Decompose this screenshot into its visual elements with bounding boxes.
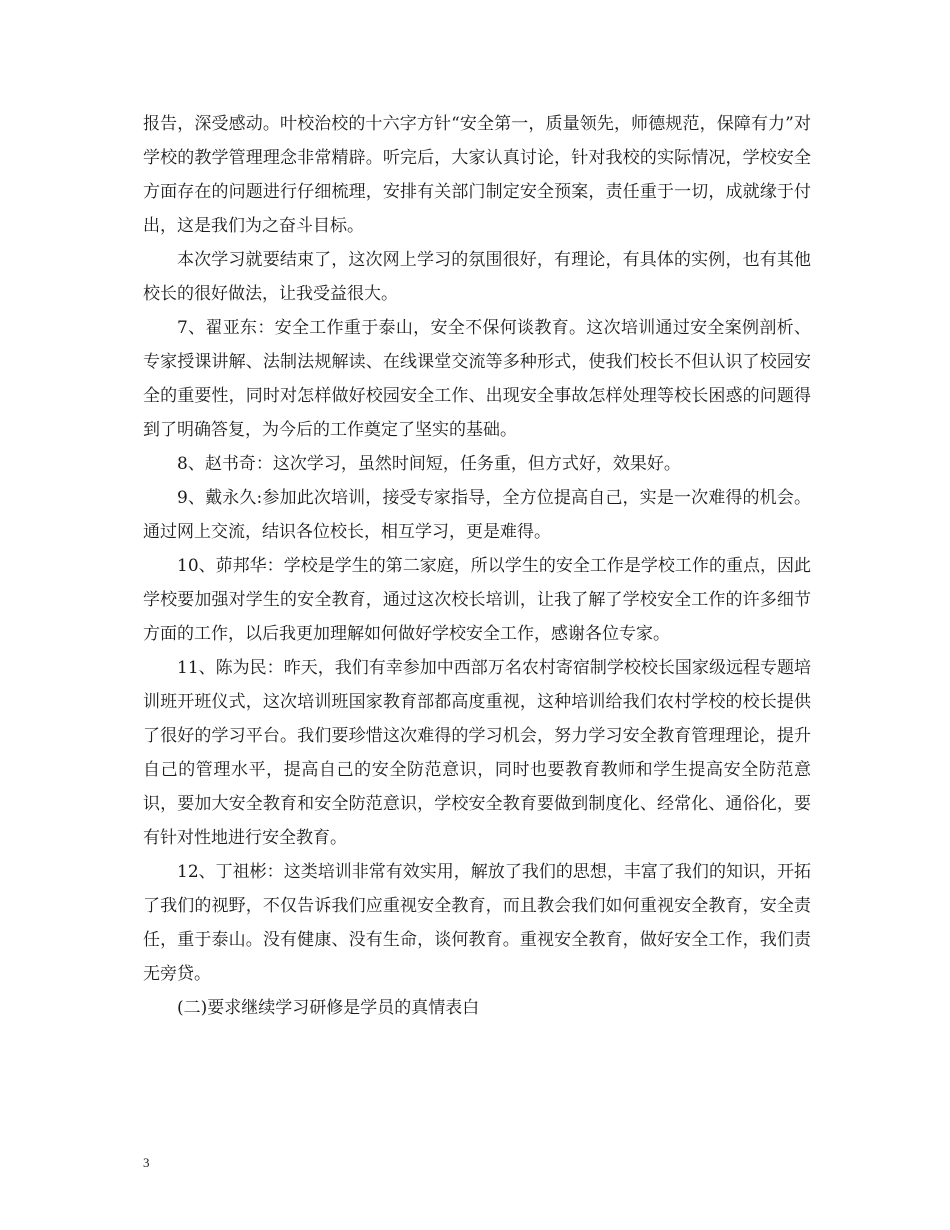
paragraph-continuation: 报告，深受感动。叶校治校的十六字方针“安全第一，质量领先，师德规范，保障有力”对学校的教学管理理念非常精辟。听完后，大家认真讨论，针对我校的实际情况，学校安全方面存在的问题进行仔细梳理，安排有关部门制定安全预案，责任重于一切，成就缘于付出，这是我们为之奋斗目标。	[143, 114, 811, 236]
paragraph-item-10: 10、茆邦华：学校是学生的第二家庭，所以学生的安全工作是学校工作的重点，因此学校要加强对学生的安全教育，通过这次校长培训，让我了解了学校安全工作的许多细节方面的工作，以后我更加理解如何做好学校安全工作，感谢各位专家。	[143, 556, 811, 644]
paragraph-item-12: 12、丁祖彬：这类培训非常有效实用，解放了我们的思想，丰富了我们的知识，开拓了我们的视野，不仅告诉我们应重视安全教育，而且教会我们如何重视安全教育，安全责任，重于泰山。没有健康、没有生命，谈何教育。重视安全教育，做好安全工作，我们责无旁贷。	[143, 862, 811, 984]
paragraph-item-9: 9、戴永久:参加此次培训，接受专家指导，全方位提高自己，实是一次难得的机会。通过网上交流，结识各位校长，相互学习，更是难得。	[143, 488, 811, 542]
paragraph-learning-summary: 本次学习就要结束了，这次网上学习的氛围很好，有理论，有具体的实例，也有其他校长的很好做法，让我受益很大。	[143, 250, 811, 304]
paragraph-item-11: 11、陈为民：昨天，我们有幸参加中西部万名农村寄宿制学校校长国家级远程专题培训班开班仪式，这次培训班国家教育部都高度重视，这种培训给我们农村学校的校长提供了很好的学习平台。我们要珍惜这次难得的学习机会，努力学习安全教育管理理论，提升自己的管理水平，提高自己的安全防范意识，同时也要教育教师和学生提高安全防范意识，要加大安全教育和安全防范意识，学校安全教育要做到制度化、经常化、通俗化，要有针对性地进行安全教育。	[143, 658, 811, 848]
paragraph-item-7: 7、翟亚东：安全工作重于泰山，安全不保何谈教育。这次培训通过安全案例剖析、专家授课讲解、法制法规解读、在线课堂交流等多种形式，使我们校长不但认识了校园安全的重要性，同时对怎样做好校园安全工作、出现安全事故怎样处理等校长困惑的问题得到了明确答复，为今后的工作奠定了坚实的基础。	[143, 318, 811, 440]
paragraph-item-8: 8、赵书奇：这次学习，虽然时间短，任务重，但方式好，效果好。	[177, 454, 681, 474]
page-number: 3	[143, 1155, 150, 1170]
section-heading: (二)要求继续学习研修是学员的真情表白	[177, 998, 480, 1018]
document-body	[143, 107, 811, 1025]
